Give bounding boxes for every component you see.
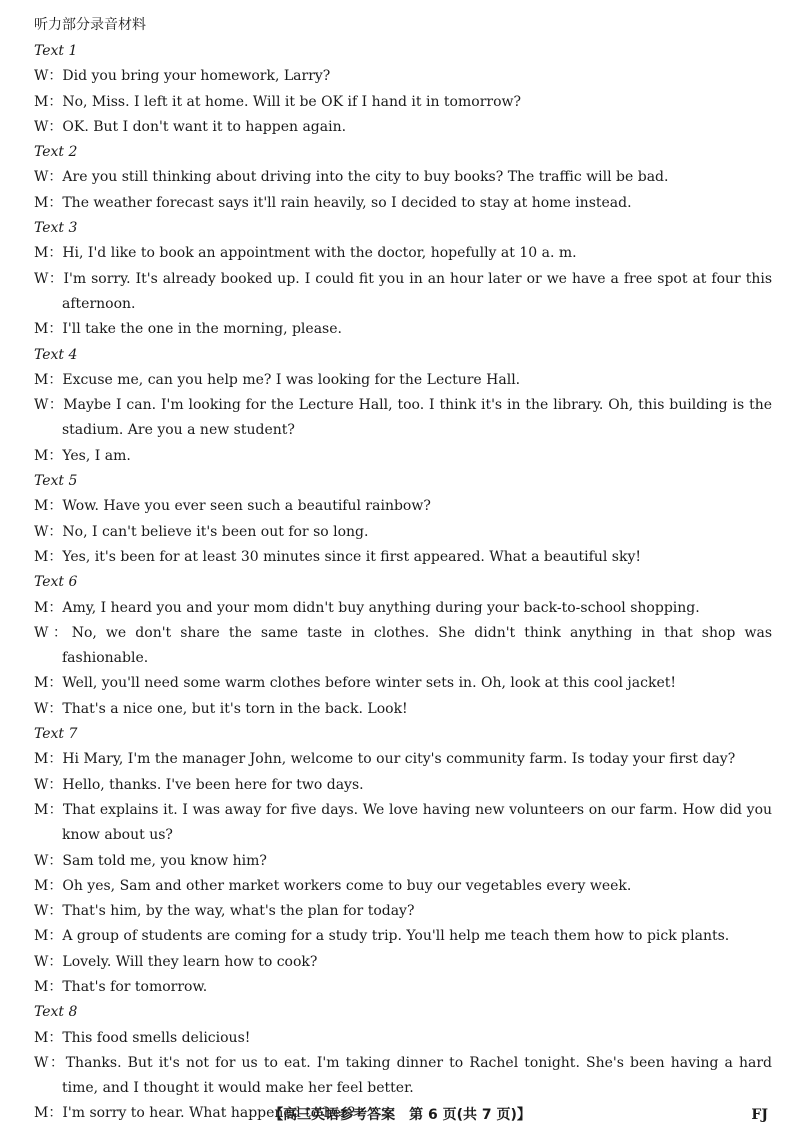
speaker-label: W [34, 852, 49, 869]
dialogue-line [34, 317, 772, 342]
line-text: Thanks. But it's not for us to eat. I'm taking dinner to Rachel tonight. She's been having a hard time, and I thought it would make her feel better. [62, 1054, 773, 1097]
dialogue-line [34, 874, 772, 899]
speaker-separator: ： [48, 245, 63, 262]
line-text: No, I can't believe it's been out for so long. [62, 523, 369, 540]
speaker-label: M [34, 447, 49, 464]
line-text: No, we don't share the same taste in clothes. She didn't think anything in that shop was fashionable. [62, 624, 772, 667]
line-text: Are you still thinking about driving into the city to buy books? The traffic will be bad. [62, 169, 669, 186]
speaker-separator: ： [48, 801, 63, 818]
text-label: Text 8 [34, 1004, 78, 1021]
speaker-label: W [34, 270, 49, 287]
speaker-label: W [34, 523, 49, 540]
speaker-label: W [34, 68, 49, 85]
text-block [34, 343, 772, 469]
speaker-label: M [34, 877, 49, 894]
dialogue-line [34, 90, 772, 115]
line-text: A group of students are coming for a study trip. You'll help me teach them how to pick plants. [62, 928, 730, 945]
speaker-separator: ： [48, 1029, 63, 1046]
dialogue-line [34, 368, 772, 393]
line-text: That's for tomorrow. [62, 978, 208, 995]
speaker-separator: ： [48, 599, 63, 616]
footer-page-info: 【高三英语参考答案 第 6 页(共 7 页)】 [269, 1107, 531, 1123]
line-text: Hello, thanks. I've been here for two days. [62, 776, 364, 793]
speaker-label: M [34, 194, 49, 211]
dialogue-line [34, 1026, 772, 1051]
speaker-label: M [34, 1029, 49, 1046]
line-text: Amy, I heard you and your mom didn't buy anything during your back-to-school shopping. [62, 599, 700, 616]
text-block [34, 469, 772, 570]
speaker-label: W [34, 776, 49, 793]
dialogue-line [34, 191, 772, 216]
speaker-separator: ： [48, 877, 63, 894]
speaker-separator: ： [48, 447, 63, 464]
speaker-separator: ： [48, 624, 72, 641]
line-text: Yes, it's been for at least 30 minutes since it first appeared. What a beautiful sky! [62, 548, 641, 565]
line-text: Hi Mary, I'm the manager John, welcome to our city's community farm. Is today your first day? [62, 751, 736, 768]
speaker-label: M [34, 599, 49, 616]
dialogue-line [34, 64, 772, 89]
text-block [34, 216, 772, 342]
dialogue-line [34, 393, 772, 444]
speaker-separator: ： [48, 903, 63, 920]
line-text: Yes, I am. [62, 447, 131, 464]
dialogue-line [34, 165, 772, 190]
line-text: That explains it. I was away for five days. We love having new volunteers on our farm. How did you know about us? [62, 801, 773, 844]
speaker-label: W [34, 118, 49, 135]
dialogue-line [34, 849, 772, 874]
speaker-separator: ： [48, 1054, 66, 1071]
page-footer [0, 1103, 800, 1127]
text-label: Text 2 [34, 144, 78, 161]
speaker-label: M [34, 321, 49, 338]
speaker-label: M [34, 93, 49, 110]
speaker-separator: ： [48, 700, 63, 717]
speaker-separator: ： [48, 371, 63, 388]
line-text: That's him, by the way, what's the plan for today? [62, 903, 415, 920]
dialogue-line [34, 899, 772, 924]
dialogue-line [34, 241, 772, 266]
line-text: No, Miss. I left it at home. Will it be OK if I hand it in tomorrow? [62, 93, 521, 110]
dialogue-line [34, 747, 772, 772]
dialogue-line [34, 975, 772, 1000]
text-label: Text 5 [34, 473, 78, 490]
speaker-separator: ： [48, 953, 63, 970]
speaker-label: M [34, 498, 49, 515]
dialogue-line [34, 520, 772, 545]
speaker-separator: ： [48, 68, 63, 85]
speaker-label: W [34, 700, 49, 717]
speaker-separator: ： [48, 928, 63, 945]
speaker-separator: ： [48, 498, 63, 515]
text-label: Text 3 [34, 220, 78, 237]
line-text: Oh yes, Sam and other market workers come to buy our vegetables every week. [62, 877, 632, 894]
speaker-separator: ： [48, 776, 63, 793]
line-text: Hi, I'd like to book an appointment with the doctor, hopefully at 10 a. m. [62, 245, 577, 262]
dialogue-line [34, 545, 772, 570]
text-label: Text 1 [34, 43, 78, 59]
dialogue-line [34, 444, 772, 469]
dialogue-line [34, 950, 772, 975]
text-label: Text 4 [34, 346, 78, 363]
speaker-label: M [34, 1105, 49, 1122]
line-text: Well, you'll need some warm clothes before winter sets in. Oh, look at this cool jacket! [62, 675, 676, 692]
speaker-separator: ： [48, 169, 63, 186]
text-block [34, 140, 772, 216]
dialogue-line [34, 924, 772, 949]
transcript-body [34, 39, 772, 1127]
line-text: Lovely. Will they learn how to cook? [62, 953, 318, 970]
dialogue-line [34, 115, 772, 140]
speaker-separator: ： [48, 270, 64, 287]
dialogue-line [34, 671, 772, 696]
speaker-label: M [34, 245, 49, 262]
dialogue-line [34, 621, 772, 672]
line-text: I'll take the one in the morning, please. [62, 321, 342, 338]
speaker-separator: ： [48, 548, 63, 565]
line-text: I'm sorry. It's already booked up. I could fit you in an hour later or we have a free spot at four this afternoon. [62, 270, 773, 312]
speaker-label: M [34, 751, 49, 768]
dialogue-line [34, 494, 772, 519]
speaker-separator: ： [48, 675, 63, 692]
speaker-separator: ： [48, 321, 63, 338]
speaker-label: M [34, 548, 49, 565]
line-text: Excuse me, can you help me? I was looking for the Lecture Hall. [62, 371, 521, 388]
line-text: That's a nice one, but it's torn in the back. Look! [62, 700, 408, 717]
speaker-label: W [34, 624, 49, 641]
text-block [34, 570, 772, 722]
footer-code: FJ [751, 1107, 768, 1123]
speaker-label: W [34, 953, 49, 970]
text-block [34, 722, 772, 1000]
speaker-label: W [34, 903, 49, 920]
speaker-separator: ： [48, 978, 63, 995]
dialogue-line [34, 697, 772, 722]
speaker-label: W [34, 397, 49, 414]
speaker-label: W [34, 1054, 49, 1071]
speaker-separator: ： [48, 93, 63, 110]
line-text: I'm sorry to hear. What happened to her? [62, 1105, 356, 1122]
line-text: Maybe I can. I'm looking for the Lecture Hall, too. I think it's in the library. Oh, this building is the stadium. Are you a new student? [62, 397, 772, 439]
speaker-separator: ： [48, 118, 63, 135]
speaker-label: M [34, 978, 49, 995]
speaker-label: M [34, 371, 49, 388]
line-text: Sam told me, you know him? [62, 852, 267, 869]
speaker-separator: ： [48, 852, 63, 869]
line-text: Wow. Have you ever seen such a beautiful rainbow? [62, 498, 431, 515]
speaker-separator: ： [48, 397, 64, 414]
speaker-separator: ： [48, 523, 63, 540]
line-text: Did you bring your homework, Larry? [62, 68, 331, 85]
dialogue-line [34, 596, 772, 621]
text-label: Text 6 [34, 574, 78, 591]
speaker-separator: ： [48, 751, 63, 768]
text-block [34, 39, 772, 140]
speaker-label: M [34, 675, 49, 692]
speaker-label: M [34, 801, 49, 818]
dialogue-line [34, 798, 772, 849]
line-text: The weather forecast says it'll rain heavily, so I decided to stay at home instead. [62, 194, 632, 211]
dialogue-line [34, 1051, 772, 1102]
dialogue-line [34, 773, 772, 798]
speaker-label: M [34, 928, 49, 945]
speaker-separator: ： [48, 1105, 63, 1122]
speaker-separator: ： [48, 194, 63, 211]
section-heading: 听力部分录音材料 [34, 17, 146, 33]
text-label: Text 7 [34, 726, 78, 743]
speaker-label: W [34, 169, 49, 186]
dialogue-line [34, 267, 772, 318]
line-text: This food smells delicious! [62, 1029, 251, 1046]
line-text: OK. But I don't want it to happen again. [62, 118, 347, 135]
